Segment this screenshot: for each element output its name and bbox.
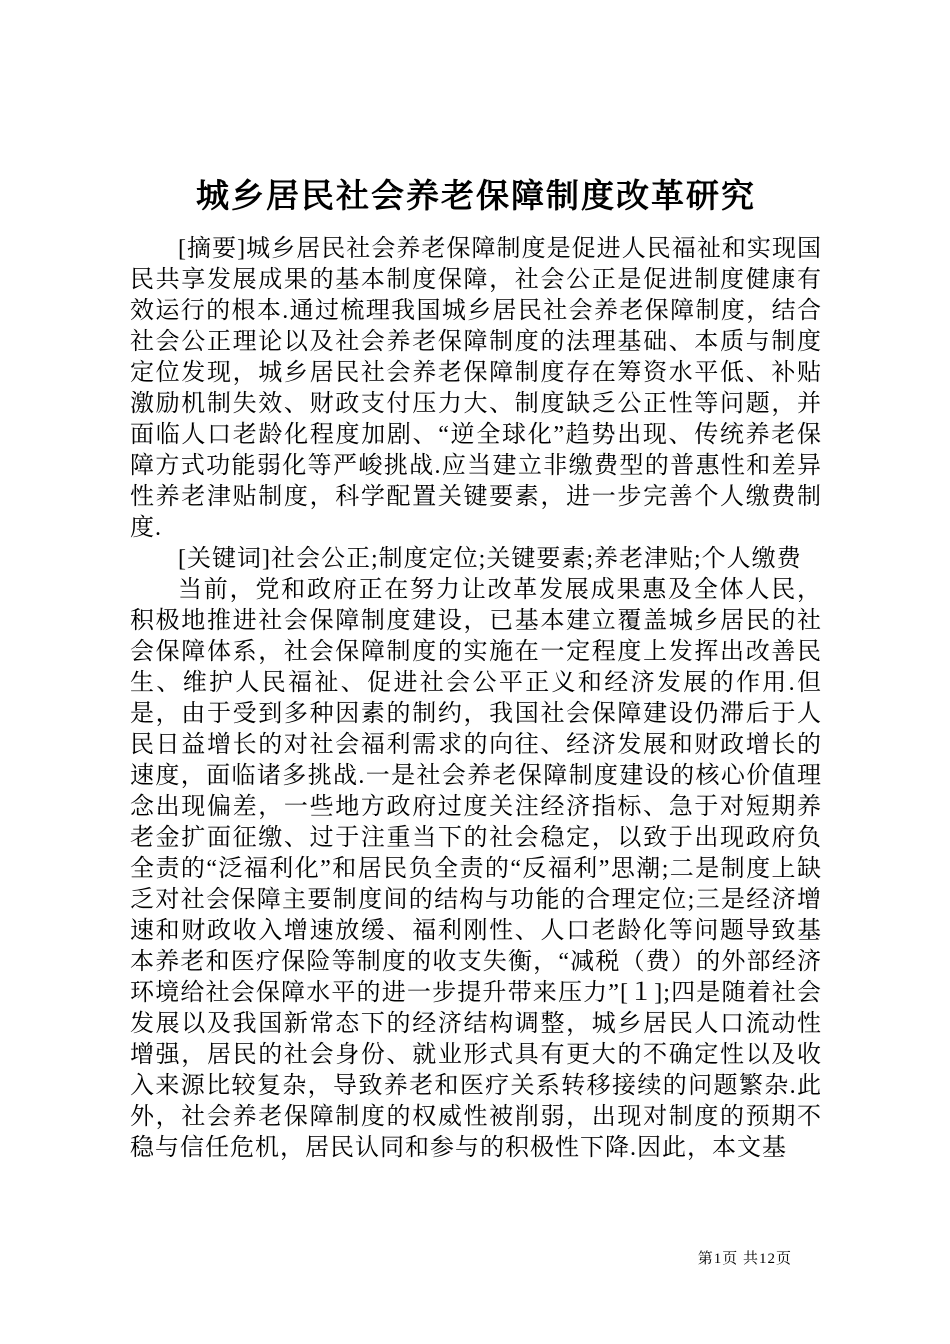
page-number: 第1页 共12页 — [697, 1251, 792, 1267]
paragraph-abstract: [摘要]城乡居民社会养老保障制度是促进人民福祉和实现国民共享发展成果的基本制度保障，社会公正是促进制度健康有效运行的根本.通过梳理我国城乡居民社会养老保障制度，结合社会公正理论以及社会养老保障制度的法理基础、本质与制度定位发现，城乡居民社会养老保障制度存在筹资水平低、补贴激励机制失效、财政支付压力大、制度缺乏公正性等问题，并面临人口老龄化程度加剧、“逆全球化”趋势出现、传统养老保障方式功能弱化等严峻挑战.应当建立非缴费型的普惠性和差异性养老津贴制度，科学配置关键要素，进一步完善个人缴费制度. — [130, 236, 822, 541]
document-content — [130, 176, 822, 1164]
paragraph-body: 当前，党和政府正在努力让改革发展成果惠及全体人民，积极地推进社会保障制度建设，已基本建立覆盖城乡居民的社会保障体系，社会保障制度的实施在一定程度上发挥出改善民生、维护人民福祉、促进社会公平正义和经济发展的作用.但是，由于受到多种因素的制约，我国社会保障建设仍滞后于人民日益增长的对社会福利需求的向往、经济发展和财政增长的速度，面临诸多挑战.一是社会养老保障制度建设的核心价值理念出现偏差，一些地方政府过度关注经济指标、急于对短期养老金扩面征缴、过于注重当下的社会稳定，以致于出现政府负全责的“泛福利化”和居民负全责的“反福利”思潮;二是制度上缺乏对社会保障主要制度间的结构与功能的合理定位;三是经济增速和财政收入增速放缓、福利刚性、人口老龄化等问题导致基本养老和医疗保险等制度的收支失衡，“减税（费）的外部经济环境给社会保障水平的进一步提升带来压力”[１];四是随着社会发展以及我国新常态下的经济结构调整，城乡居民人口流动性增强，居民的社会身份、就业形式具有更大的不确定性以及收入来源比较复杂，导致养老和医疗关系转移接续的问题繁杂.此外，社会养老保障制度的权威性被削弱，出现对制度的预期不稳与信任危机，居民认同和参与的积极性下降.因此，本文基 — [130, 577, 822, 1161]
paragraph-keywords: [关键词]社会公正;制度定位;关键要素;养老津贴;个人缴费 — [178, 546, 802, 572]
document-title: 城乡居民社会养老保障制度改革研究 — [196, 179, 756, 215]
